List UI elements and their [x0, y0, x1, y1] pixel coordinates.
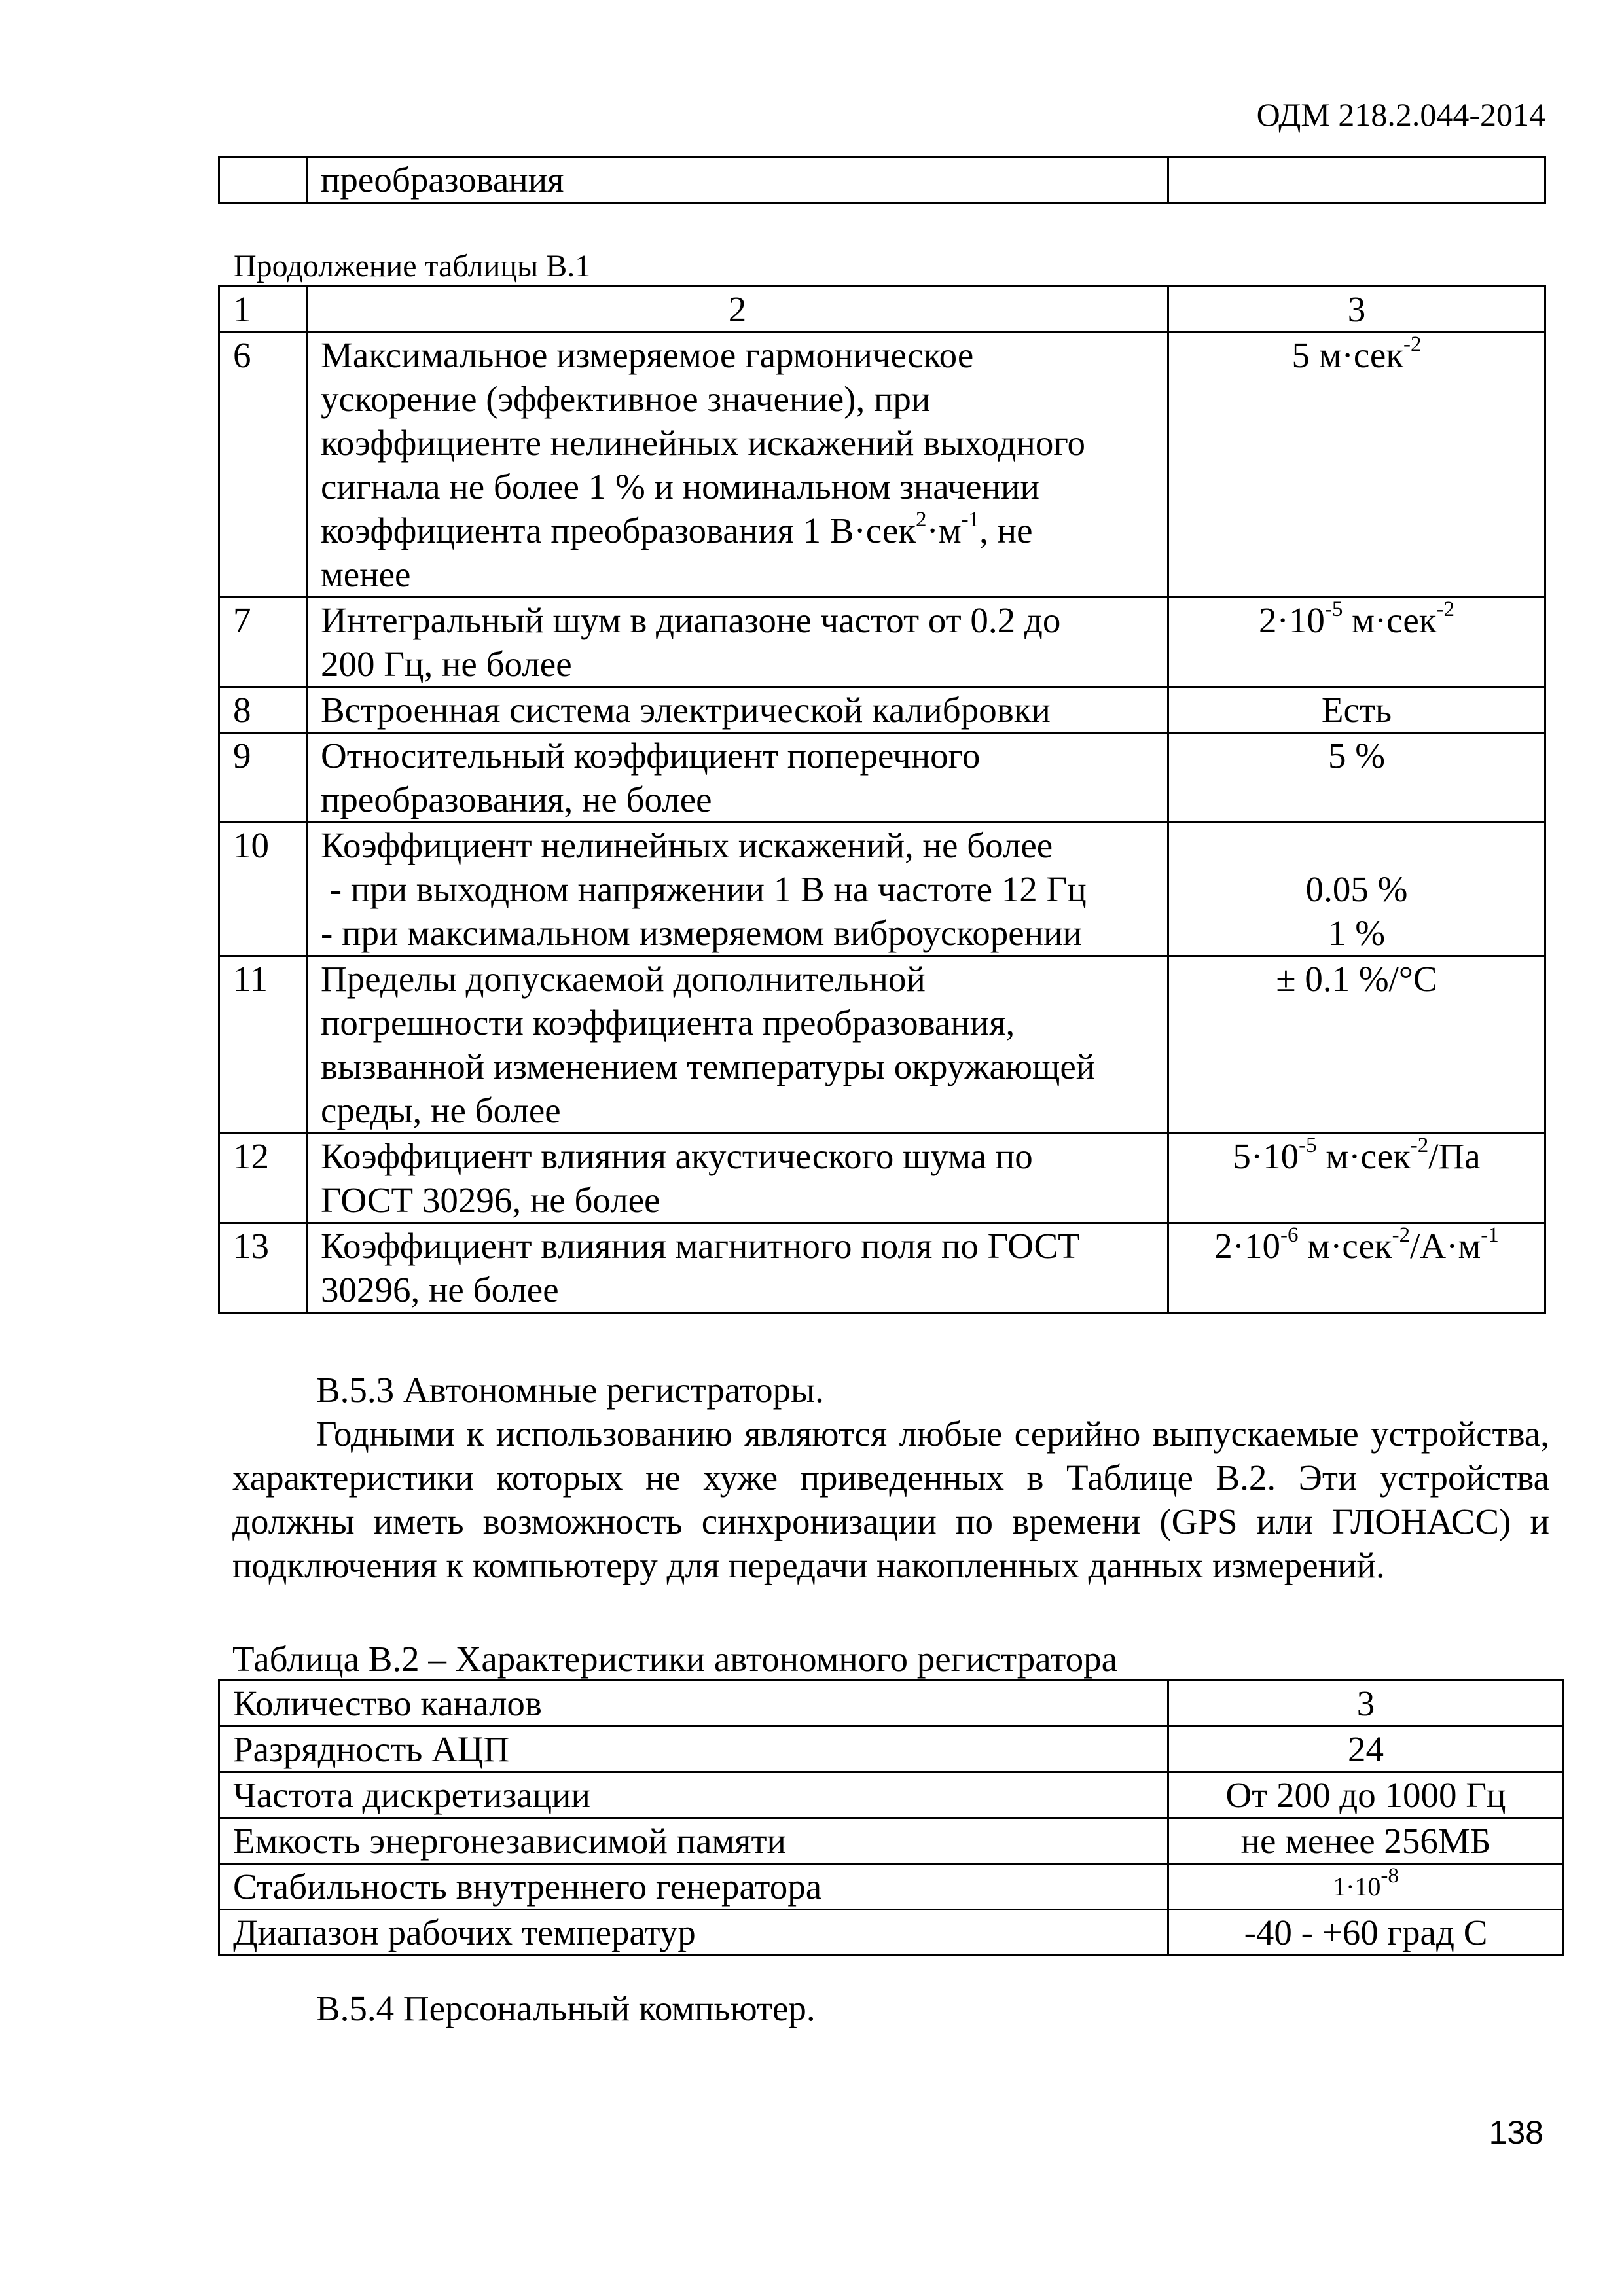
row-description	[307, 332, 1168, 598]
param-value: 3	[1168, 1681, 1564, 1727]
text-line: - при выходном напряжении 1 В на частоте 12 Гц	[321, 869, 1087, 909]
row-number: 9	[219, 733, 307, 823]
row-value: 5 %	[1168, 733, 1545, 823]
text-part: 2·10	[1259, 600, 1325, 640]
table-row	[219, 1864, 1564, 1910]
param-value: От 200 до 1000 Гц	[1168, 1772, 1564, 1818]
superscript: -5	[1324, 597, 1343, 621]
row-value	[1168, 1134, 1545, 1223]
superscript: -2	[1392, 1223, 1411, 1247]
row-description	[307, 1134, 1168, 1223]
table-cell: преобразования	[307, 157, 1168, 203]
text-line: 0.05 %	[1305, 869, 1408, 909]
text-line: Коэффициент влияния акустического шума по	[321, 1136, 1033, 1176]
text-line: 200 Гц, не более	[321, 644, 572, 684]
text-part: /А·м	[1410, 1226, 1481, 1266]
row-description	[307, 1223, 1168, 1313]
section-b53-paragraph: Годными к использованию являются любые серийно выпускаемые устройства, характеристики которых не хуже приведенных в Таблице В.2. Эти устройства должны иметь возможность синхронизации по времени (GPS или ГЛОНАСС) и подключения к компьютеру для передачи накопленных данных измерений.	[232, 1414, 1549, 1585]
text-line: Относительный коэффициент поперечного	[321, 736, 981, 776]
row-number: 13	[219, 1223, 307, 1313]
text-line: ускорение (эффективное значение), при	[321, 379, 931, 419]
table-row	[219, 1727, 1564, 1772]
text-line: Пределы допускаемой дополнительной	[321, 959, 926, 999]
param-value: 24	[1168, 1727, 1564, 1772]
table-row	[219, 687, 1545, 733]
row-value: Есть	[1168, 687, 1545, 733]
table-row	[219, 1910, 1564, 1956]
row-number: 8	[219, 687, 307, 733]
param-name: Разрядность АЦП	[219, 1727, 1168, 1772]
text-line: 30296, не более	[321, 1270, 559, 1310]
row-description: Встроенная система электрической калибровки	[307, 687, 1168, 733]
column-header: 2	[307, 287, 1168, 332]
superscript: -2	[1436, 597, 1454, 621]
row-value	[1168, 598, 1545, 687]
superscript: 2	[916, 507, 927, 531]
row-number: 7	[219, 598, 307, 687]
column-header: 3	[1168, 287, 1545, 332]
superscript: -6	[1280, 1223, 1299, 1247]
text-line: коэффициенте нелинейных искажений выходного	[321, 423, 1086, 463]
text-part: /Па	[1428, 1136, 1481, 1176]
table-b2	[218, 1679, 1564, 1956]
text-line: - при максимальном измеряемом виброускорении	[321, 913, 1082, 953]
superscript: -2	[1403, 332, 1422, 356]
param-value: -40 - +60 град С	[1168, 1910, 1564, 1956]
text-line: Интегральный шум в диапазоне частот от 0.2 до	[321, 600, 1061, 640]
column-header: 1	[219, 287, 307, 332]
param-name: Диапазон рабочих температур	[219, 1910, 1168, 1956]
superscript: -5	[1299, 1133, 1317, 1157]
text-part: м·сек	[1298, 1226, 1392, 1266]
row-number: 6	[219, 332, 307, 598]
text-part: 5·10	[1233, 1136, 1299, 1176]
table-row	[219, 332, 1545, 598]
row-description	[307, 956, 1168, 1134]
row-value	[1168, 332, 1545, 598]
text-part: м·сек	[1316, 1136, 1411, 1176]
text-part: коэффициента преобразования 1 В·сек	[321, 511, 916, 550]
page-number: 138	[1489, 2114, 1543, 2151]
text-line: среды, не более	[321, 1090, 561, 1130]
row-description	[307, 733, 1168, 823]
table-row	[219, 1134, 1545, 1223]
row-description	[307, 823, 1168, 956]
text-part: 2·10	[1214, 1226, 1281, 1266]
text-line: Коэффициент влияния магнитного поля по ГОСТ	[321, 1226, 1080, 1266]
text-line: преобразования, не более	[321, 780, 712, 819]
param-name: Количество каналов	[219, 1681, 1168, 1727]
text-line	[321, 509, 1154, 552]
text-part: м·сек	[1343, 600, 1437, 640]
text-line	[1182, 823, 1531, 867]
param-value	[1168, 1864, 1564, 1910]
row-number: 11	[219, 956, 307, 1134]
table-row	[219, 733, 1545, 823]
row-description	[307, 598, 1168, 687]
section-heading-b53: В.5.3 Автономные регистраторы.	[316, 1370, 824, 1410]
param-name: Стабильность внутреннего генератора	[219, 1864, 1168, 1910]
text-line: погрешности коэффициента преобразования,	[321, 1003, 1015, 1043]
text-line: вызванной изменением температуры окружающей	[321, 1047, 1096, 1086]
superscript: -1	[961, 507, 980, 531]
row-value	[1168, 823, 1545, 956]
table-row	[219, 956, 1545, 1134]
superscript: -1	[1481, 1223, 1499, 1247]
table-row	[219, 598, 1545, 687]
row-number: 10	[219, 823, 307, 956]
text-line: сигнала не более 1 % и номинальном значении	[321, 467, 1039, 507]
param-name: Емкость энергонезависимой памяти	[219, 1818, 1168, 1864]
table-header-row	[219, 287, 1545, 332]
table-cell	[219, 157, 307, 203]
table-cell	[1168, 157, 1545, 203]
row-value: ± 0.1 %/°C	[1168, 956, 1545, 1134]
text-part: ·м	[926, 511, 962, 550]
text-line: Коэффициент нелинейных искажений, не более	[321, 825, 1053, 865]
table-row	[219, 1818, 1564, 1864]
superscript: -2	[1410, 1133, 1429, 1157]
table-row	[219, 823, 1545, 956]
table-row	[219, 1681, 1564, 1727]
table-row	[219, 157, 1545, 203]
text-line: ГОСТ 30296, не более	[321, 1180, 660, 1220]
table-fragment-top	[218, 156, 1546, 204]
table-row	[219, 1772, 1564, 1818]
table-b1-continuation	[218, 285, 1546, 1314]
text-line: Максимальное измеряемое гармоническое	[321, 335, 974, 375]
section-heading-b54: В.5.4 Персональный компьютер.	[316, 1988, 816, 2028]
param-value: не менее 256МБ	[1168, 1818, 1564, 1864]
text-part: 5 м·сек	[1291, 335, 1404, 375]
text-line: 1 %	[1327, 913, 1386, 953]
table-b2-caption: Таблица В.2 – Характеристики автономного регистратора	[232, 1639, 1117, 1679]
table-row	[219, 1223, 1545, 1313]
text-part: 1·10	[1333, 1872, 1381, 1901]
row-number: 12	[219, 1134, 307, 1223]
row-value	[1168, 1223, 1545, 1313]
table-continuation-caption: Продолжение таблицы В.1	[234, 249, 591, 283]
text-line: менее	[321, 554, 411, 594]
param-name: Частота дискретизации	[219, 1772, 1168, 1818]
superscript: -8	[1380, 1863, 1399, 1888]
document-code-header: ОДМ 218.2.044-2014	[1256, 96, 1545, 133]
text-part: , не	[979, 511, 1033, 550]
